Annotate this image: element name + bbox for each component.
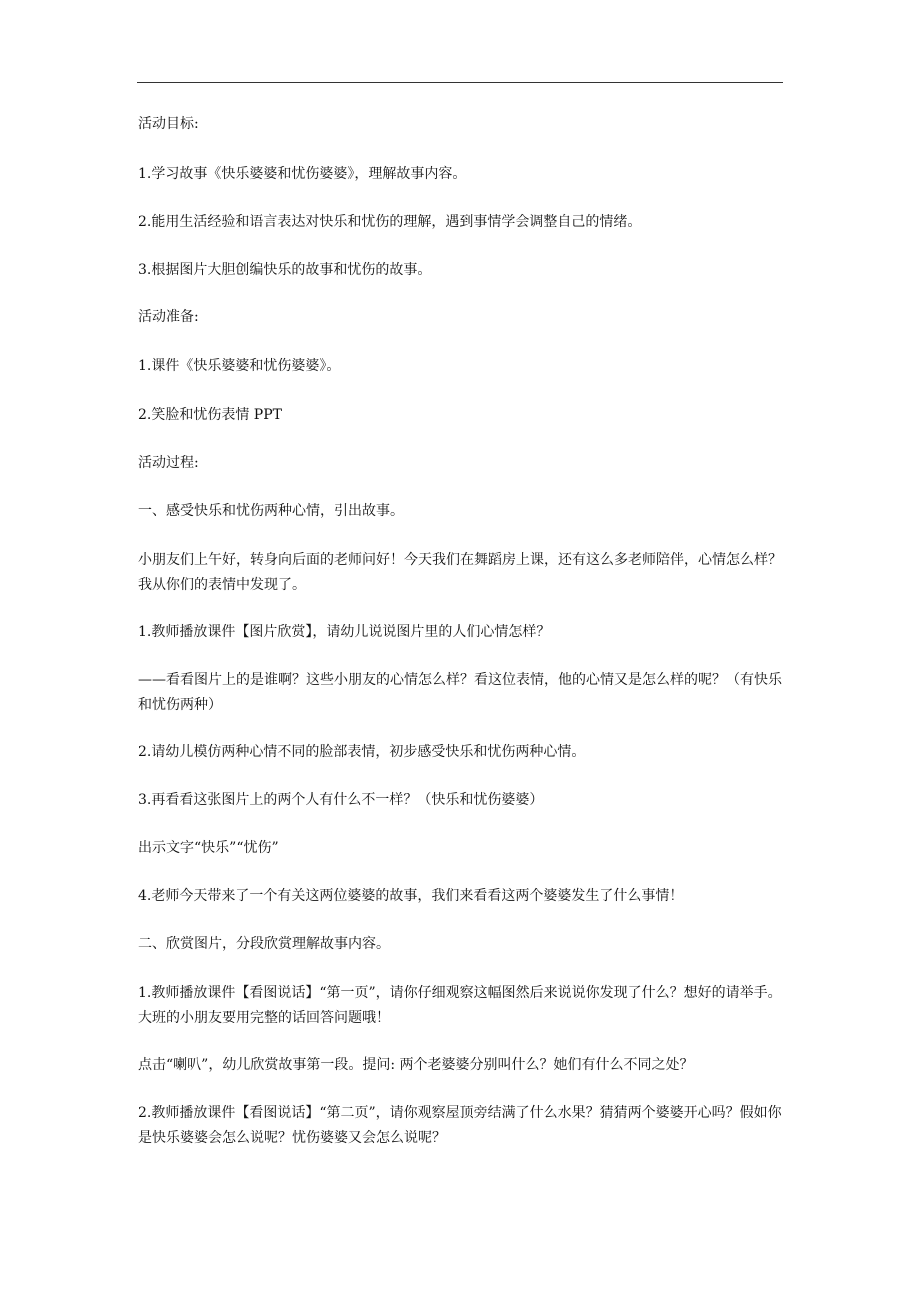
show-text-line: 出示文字“快乐”“忧伤” bbox=[138, 840, 279, 856]
heading-activity-preparation: 活动准备: bbox=[138, 309, 199, 325]
process-step-1: 1.教师播放课件【图片欣赏】，请幼儿说说图片里的人们心情怎样？ bbox=[138, 624, 551, 640]
goal-item-2: 2.能用生活经验和语言表达对快乐和忧伤的理解，遇到事情学会调整自己的情绪。 bbox=[138, 214, 642, 230]
section-2-step-2: 2.教师播放课件【看图说话】“第二页”，请你观察屋顶旁结满了什么水果？猜猜两个婆婆开心吗？假如你是快乐婆婆会怎么说呢？忧伤婆婆又会怎么说呢？ bbox=[138, 1105, 782, 1146]
process-step-3: 3.再看看这张图片上的两个人有什么不一样？（快乐和忧伤婆婆） bbox=[138, 792, 544, 808]
heading-activity-goals: 活动目标: bbox=[138, 116, 199, 132]
process-step-2: 2.请幼儿模仿两种心情不同的脸部表情，初步感受快乐和忧伤两种心情。 bbox=[138, 744, 586, 760]
goal-item-3: 3.根据图片大胆创编快乐的故事和忧伤的故事。 bbox=[138, 262, 432, 278]
process-intro-paragraph: 小朋友们上午好，转身向后面的老师问好！今天我们在舞蹈房上课，还有这么多老师陪伴，心情怎么样？我从你们的表情中发现了。 bbox=[138, 552, 782, 593]
click-speaker-paragraph: 点击“喇叭”，幼儿欣赏故事第一段。提问: 两个老婆婆分别叫什么？她们有什么不同之处？ bbox=[138, 1057, 694, 1073]
process-section-2-heading: 二、欣赏图片，分段欣赏理解故事内容。 bbox=[138, 936, 390, 952]
goal-item-1: 1.学习故事《快乐婆婆和忧伤婆婆》，理解故事内容。 bbox=[138, 166, 467, 182]
process-step-4: 4.老师今天带来了一个有关这两位婆婆的故事，我们来看看这两个婆婆发生了什么事情！ bbox=[138, 888, 684, 904]
process-section-1-heading: 一、感受快乐和忧伤两种心情，引出故事。 bbox=[138, 503, 404, 519]
section-2-step-1: 1.教师播放课件【看图说话】“第一页”，请你仔细观察这幅图然后来说说你发现了什么？想好的请举手。大班的小朋友要用完整的话回答问题哦！ bbox=[138, 985, 782, 1026]
preparation-item-2: 2.笑脸和忧伤表情 PPT bbox=[138, 407, 282, 423]
process-step-1-questions: ——看看图片上的是谁啊？这些小朋友的心情怎么样？看这位表情，他的心情又是怎么样的呢？（有快乐和忧伤两种） bbox=[138, 672, 782, 713]
preparation-item-1: 1.课件《快乐婆婆和忧伤婆婆》。 bbox=[138, 358, 341, 374]
heading-activity-process: 活动过程: bbox=[138, 455, 199, 471]
